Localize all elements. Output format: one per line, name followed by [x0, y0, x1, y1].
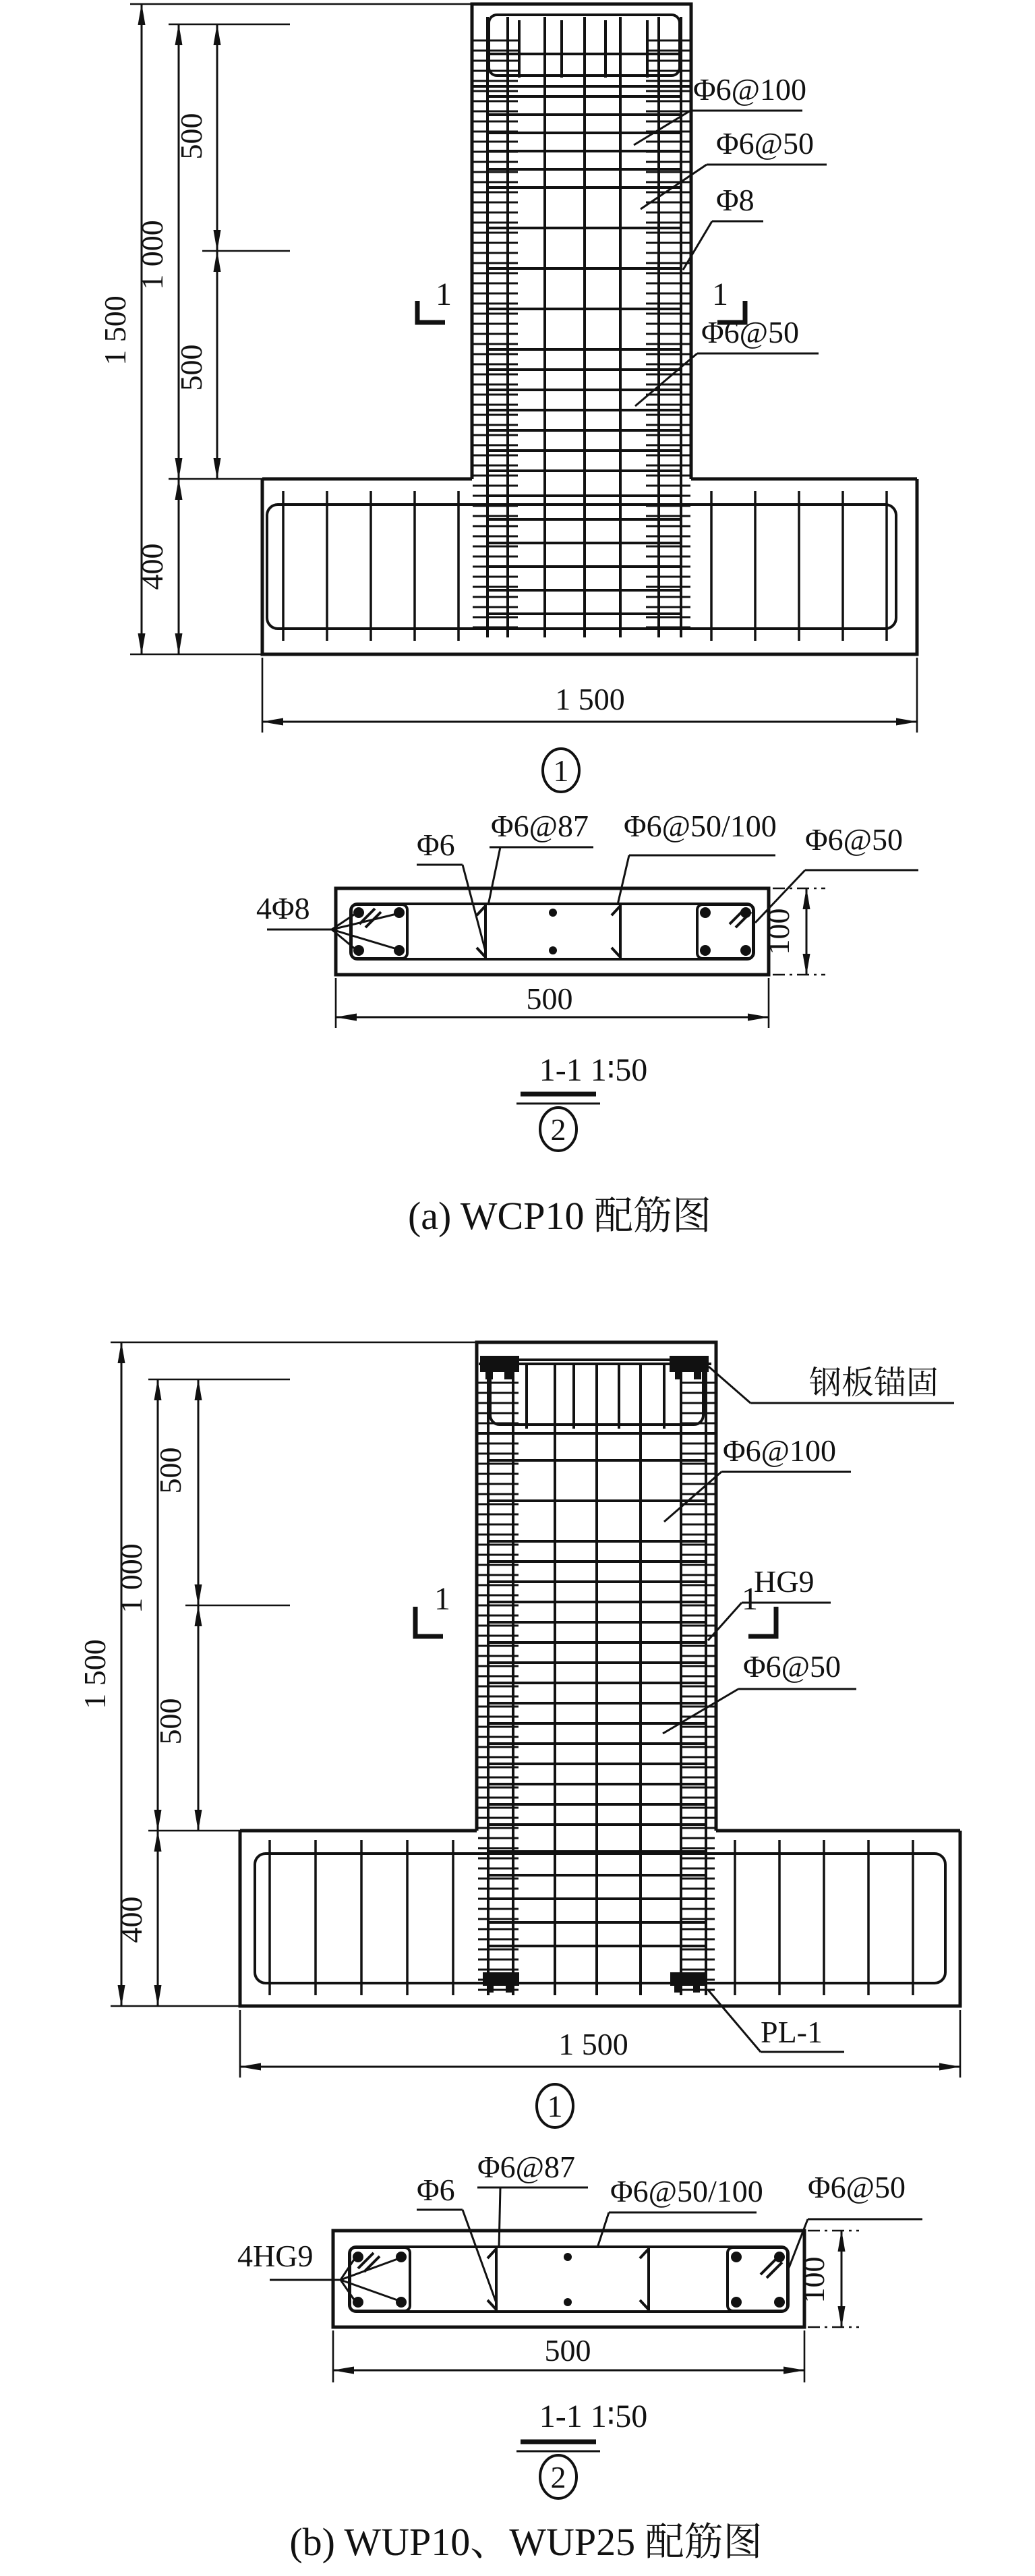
rebar-dot [731, 2252, 742, 2262]
dim-1500-text: 1 500 [78, 1639, 112, 1709]
view-1-number: 1 [547, 2089, 563, 2123]
label-tie50: Φ6@50 [805, 822, 903, 857]
caption-a: (a) WCP10 配筋图 [407, 1194, 712, 1238]
rebar-dot [394, 945, 405, 956]
label-tie6: Φ6 [417, 828, 455, 862]
dim-1500-text: 1 500 [98, 295, 132, 366]
cut-mark-left-text: 1 [436, 277, 452, 312]
panel-a-wcp10 [98, 4, 918, 1238]
label-tie50100: Φ6@50/100 [610, 2174, 763, 2208]
section-outline [336, 888, 769, 975]
rebar-dot [353, 945, 364, 956]
label-tie50: Φ6@50 [743, 1649, 841, 1684]
label-edge-bar: HG9 [754, 1564, 815, 1599]
rebar-dot [700, 907, 711, 918]
rebar-dot [396, 2297, 407, 2308]
dim-width-text: 1 500 [558, 2027, 628, 2061]
section-title: 1-1 1∶50 [539, 2399, 648, 2434]
rebar-dot [396, 2252, 407, 2262]
rebar-dot [549, 909, 557, 917]
label-corner-bars: 4HG9 [237, 2239, 314, 2273]
base-bolt [674, 1986, 681, 1993]
leader-line [708, 1990, 761, 2052]
label-tie-beam: Φ6@100 [693, 72, 806, 107]
rebar-dot [700, 945, 711, 956]
leader-line [618, 855, 629, 905]
view-1-number: 1 [553, 753, 569, 788]
label-tie-top: Φ6@50 [716, 126, 814, 161]
dim-1000-text: 1 000 [135, 220, 169, 290]
panel-b-wup10-wup25 [78, 1342, 960, 2564]
dim-100-text: 100 [761, 908, 796, 955]
cut-mark-left-text: 1 [434, 1581, 450, 1617]
caption-b: (b) WUP10、WUP25 配筋图 [289, 2520, 763, 2564]
label-tie50: Φ6@50 [808, 2170, 906, 2204]
cut-mark-right-text: 1 [742, 1581, 758, 1617]
anchor-bolt [504, 1372, 512, 1379]
leader-line [488, 847, 500, 905]
label-tie50100: Φ6@50/100 [624, 809, 777, 843]
rebar-dot [549, 946, 557, 954]
dim-1000-text: 1 000 [114, 1543, 148, 1613]
rebar-dot [564, 2253, 572, 2261]
dim-400-text: 400 [135, 543, 169, 590]
base-bolt [693, 1986, 700, 1993]
anchor-bolt [694, 1372, 701, 1379]
label-tie-bottom: Φ6@50 [701, 315, 799, 349]
label-tie6: Φ6 [417, 2173, 455, 2207]
dim-500a-text: 500 [153, 1447, 187, 1494]
rebar-dot [731, 2297, 742, 2308]
label-base-plate: PL-1 [761, 2015, 823, 2049]
anchor-plate-right [670, 1356, 709, 1372]
leader-line [635, 353, 697, 406]
dim-400-text: 400 [114, 1896, 148, 1943]
dim-width-text: 1 500 [555, 682, 625, 716]
dim-500b-text: 500 [174, 344, 208, 391]
base-plate-left [483, 1972, 519, 1986]
dim-500-text: 500 [526, 981, 573, 1016]
view-2-number: 2 [550, 1112, 566, 1147]
label-corner-bars: 4Φ8 [256, 891, 310, 925]
leader-fan [332, 929, 399, 950]
leader-line [499, 2187, 500, 2248]
label-tie100: Φ6@100 [723, 1433, 836, 1468]
dim-500a-text: 500 [174, 113, 208, 160]
cut-mark-right-text: 1 [712, 277, 728, 312]
label-anchor-plate: 钢板锚固 [809, 1365, 939, 1401]
label-tie87: Φ6@87 [477, 2150, 575, 2184]
base-bolt [506, 1986, 512, 1993]
rebar-dot [353, 907, 364, 918]
foundation-stirrup [255, 1854, 945, 1983]
leader-line [708, 1603, 742, 1640]
label-edge-bar: Φ8 [716, 183, 755, 217]
rebar-dot [740, 945, 751, 956]
rebar-dot [774, 2297, 785, 2308]
dim-500b-text: 500 [153, 1698, 187, 1745]
label-tie87: Φ6@87 [491, 809, 589, 843]
view-2-number: 2 [550, 2460, 566, 2494]
rebar-dot [564, 2298, 572, 2306]
base-bolt [487, 1986, 494, 1993]
section-title: 1-1 1∶50 [539, 1052, 648, 1088]
base-plate-right [670, 1972, 707, 1986]
leader-line [683, 221, 712, 270]
dim-100-text: 100 [796, 2256, 831, 2303]
dim-500-text: 500 [544, 2333, 591, 2368]
foundation-outline [240, 1831, 960, 2006]
rebar-dot [394, 907, 405, 918]
